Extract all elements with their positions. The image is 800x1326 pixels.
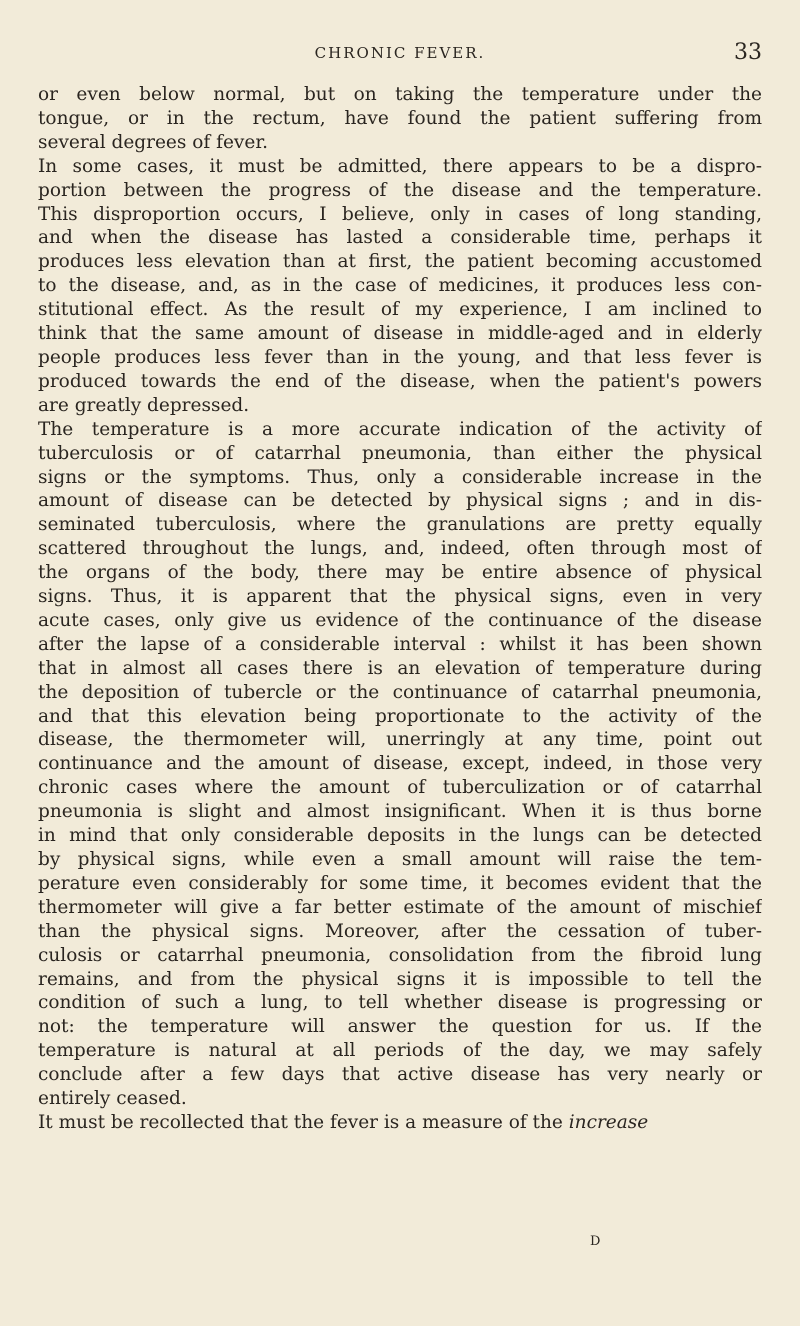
text-line: the organs of the body, there may be entire absence of physical — [38, 562, 762, 584]
text-line: people produces less fever than in the young, and that less fever is — [38, 346, 762, 368]
text-line: several degrees of fever. — [38, 131, 269, 153]
text-line: chronic cases where the amount of tuberculization or of catarrhal — [38, 777, 762, 799]
text-line: and that this elevation being proportionate to the activity of the — [38, 705, 762, 727]
text-line: and when the disease has lasted a considerable time, perhaps it — [38, 227, 762, 249]
text-line: disease, the thermometer will, unerringly at any time, point out — [38, 729, 762, 751]
text-line: remains, and from the physical signs it is impossible to tell the — [38, 968, 762, 990]
page-number: 33 — [734, 40, 762, 65]
text-line: entirely ceased. — [38, 1088, 187, 1110]
text-line: thermometer will give a far better estimate of the amount of mischief — [38, 896, 762, 918]
running-head: CHRONIC FEVER. — [314, 44, 486, 62]
text-line: amount of disease can be detected by physical signs ; and in dis- — [38, 490, 762, 512]
page-header — [38, 40, 762, 72]
text-line: tongue, or in the rectum, have found the patient suffering from — [38, 107, 762, 129]
text-line: acute cases, only give us evidence of the continuance of the disease — [38, 609, 762, 631]
text-line: condition of such a lung, to tell whether disease is progressing or — [38, 992, 762, 1014]
text-line: not: the temperature will answer the question for us. If the — [38, 1016, 762, 1038]
text-line: that in almost all cases there is an elevation of temperature during — [38, 657, 762, 679]
text-line: in mind that only considerable deposits in the lungs can be detected — [38, 825, 762, 847]
final-line-plain: It must be recollected that the fever is a measure of the — [38, 1111, 569, 1133]
text-line: stitutional effect. As the result of my experience, I am inclined to — [38, 299, 762, 321]
text-line: seminated tuberculosis, where the granulations are pretty equally — [38, 514, 762, 536]
text-line: are greatly depressed. — [38, 394, 250, 416]
text-line: tuberculosis or of catarrhal pneumonia, than either the physical — [38, 442, 762, 464]
printer-signature-mark: D — [590, 1234, 601, 1249]
text-line: perature even considerably for some time, it becomes evident that the — [38, 872, 762, 894]
text-line: signs. Thus, it is apparent that the physical signs, even in very — [38, 586, 762, 608]
text-line: think that the same amount of disease in middle-aged and in elderly — [38, 323, 762, 345]
final-line-italic: increase — [568, 1111, 649, 1133]
text-line: signs or the symptoms. Thus, only a considerable increase in the — [38, 466, 762, 488]
text-line: temperature is natural at all periods of the day, we may safely — [38, 1040, 762, 1062]
text-line: the deposition of tubercle or the continuance of catarrhal pneumonia, — [38, 681, 762, 703]
text-line: than the physical signs. Moreover, after the cessation of tuber- — [38, 920, 762, 942]
final-text-line — [38, 1111, 762, 1135]
paragraph-start-line: In some cases, it must be admitted, there appears to be a dispro- — [38, 155, 762, 177]
text-line: conclude after a few days that active disease has very nearly or — [38, 1064, 762, 1086]
text-line: This disproportion occurs, I believe, only in cases of long standing, — [38, 203, 762, 225]
text-line: or even below normal, but on taking the temperature under the — [38, 84, 762, 105]
text-line: continuance and the amount of disease, except, indeed, in those very — [38, 753, 762, 775]
body-text — [38, 83, 762, 1135]
text-line: produced towards the end of the disease, when the patient's powers — [38, 370, 762, 392]
text-line: produces less elevation than at first, the patient becoming accustomed — [38, 251, 762, 273]
text-line: to the disease, and, as in the case of medicines, it produces less con- — [38, 275, 762, 297]
text-line: scattered throughout the lungs, and, indeed, often through most of — [38, 538, 762, 560]
text-line: by physical signs, while even a small amount will raise the tem- — [38, 849, 762, 870]
text-line: after the lapse of a considerable interval : whilst it has been shown — [38, 633, 762, 655]
text-line: portion between the progress of the disease and the temperature. — [38, 179, 762, 201]
text-line: pneumonia is slight and almost insignificant. When it is thus borne — [38, 801, 762, 823]
text-line: culosis or catarrhal pneumonia, consolidation from the fibroid lung — [38, 944, 762, 966]
paragraph-start-line: The temperature is a more accurate indication of the activity of — [38, 418, 762, 440]
